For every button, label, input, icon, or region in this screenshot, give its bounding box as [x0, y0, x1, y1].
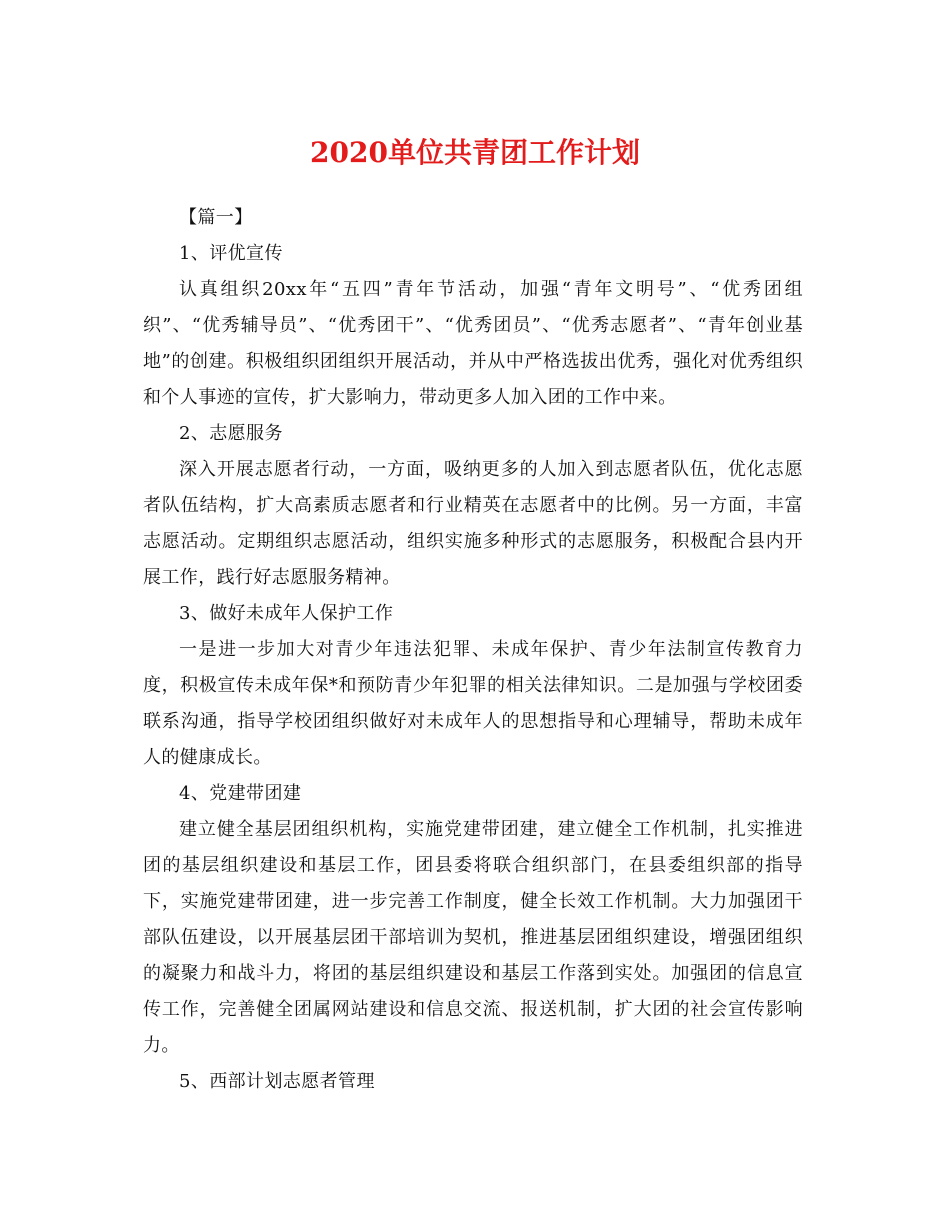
item-heading-5: 5、西部计划志愿者管理 [179, 1071, 375, 1092]
item-heading-1: 1、评优宣传 [179, 243, 283, 264]
document-body [143, 200, 803, 1100]
item-heading-3: 3、做好未成年人保护工作 [179, 603, 394, 624]
section-label: 【篇一】 [179, 207, 253, 228]
item-paragraph-3: 一是进一步加大对青少年违法犯罪、未成年保护、青少年法制宣传教育力度，积极宣传未成年保*和预防青少年犯罪的相关法律知识。二是加强与学校团委联系沟通，指导学校团组织做好对未成年人的思想指导和心理辅导，帮助未成年人的健康成长。 [143, 639, 803, 768]
item-heading-4: 4、党建带团建 [179, 783, 302, 804]
item-paragraph-1: 认真组织20xx年“五四”青年节活动，加强“青年文明号”、“优秀团组织”、“优秀辅导员”、“优秀团干”、“优秀团员”、“优秀志愿者”、“青年创业基地”的创建。积极组织团组织开展活动，并从中严格选拔出优秀，强化对优秀组织和个人事迹的宣传，扩大影响力，带动更多人加入团的工作中来。 [143, 279, 803, 408]
item-paragraph-4: 建立健全基层团组织机构，实施党建带团建，建立健全工作机制，扎实推进团的基层组织建设和基层工作，团县委将联合组织部门，在县委组织部的指导下，实施党建带团建，进一步完善工作制度，健全长效工作机制。大力加强团干部队伍建设，以开展基层团干部培训为契机，推进基层团组织建设，增强团组织的凝聚力和战斗力，将团的基层组织建设和基层工作落到实处。加强团的信息宣传工作，完善健全团属网站建设和信息交流、报送机制，扩大团的社会宣传影响力。 [143, 819, 803, 1056]
document-title: 2020单位共青团工作计划 [310, 136, 640, 169]
item-heading-2: 2、志愿服务 [179, 423, 283, 444]
item-paragraph-2: 深入开展志愿者行动，一方面，吸纳更多的人加入到志愿者队伍，优化志愿者队伍结构，扩大高素质志愿者和行业精英在志愿者中的比例。另一方面，丰富志愿活动。定期组织志愿活动，组织实施多种形式的志愿服务，积极配合县内开展工作，践行好志愿服务精神。 [143, 459, 803, 588]
